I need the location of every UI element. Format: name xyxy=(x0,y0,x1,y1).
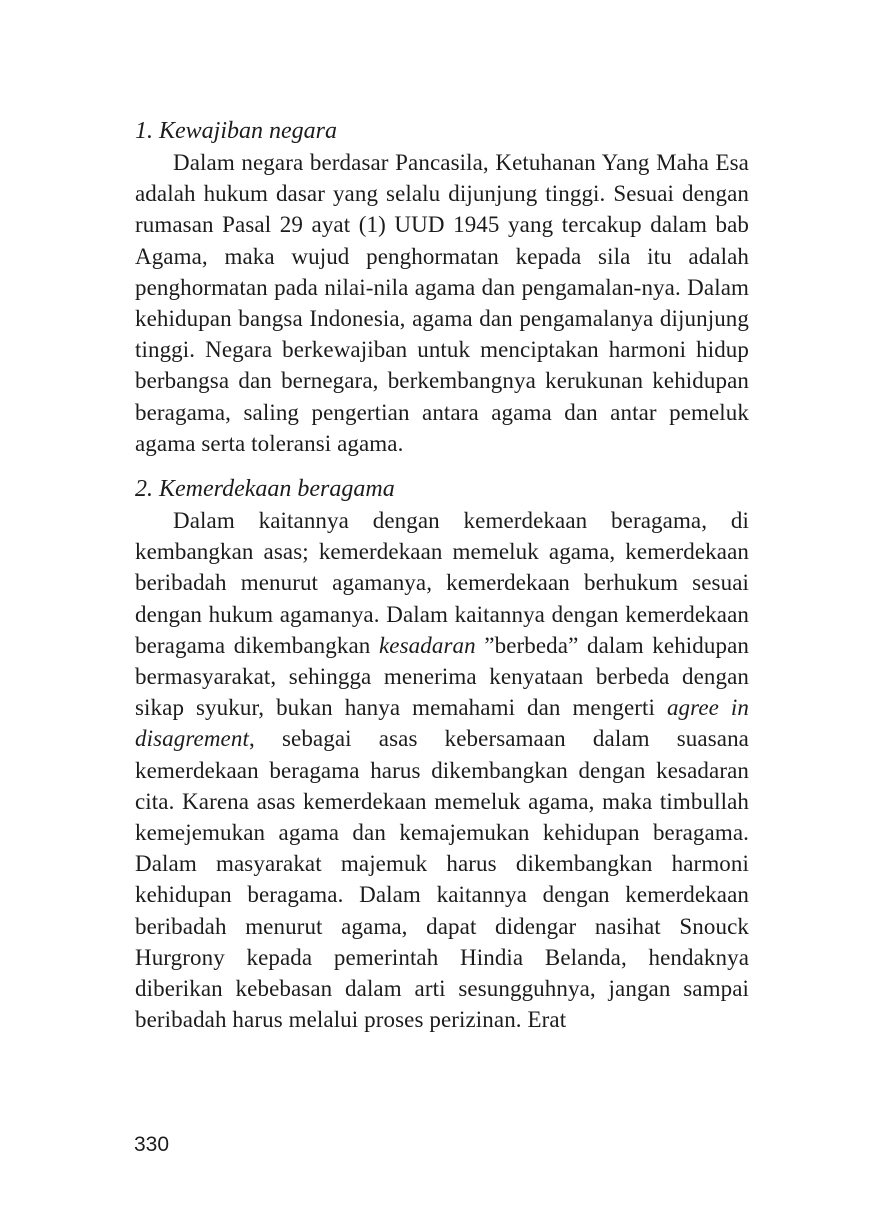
section-kewajiban-negara xyxy=(135,116,749,459)
paragraph-kewajiban-negara: Dalam negara berdasar Pancasila, Ketuhanan Yang Maha Esa adalah hukum dasar yang selalu dijunjung tinggi. Sesuai dengan rumasan Pasal 29 ayat (1) UUD 1945 yang tercakup dalam bab Agama, maka wujud penghormatan kepada sila itu adalah penghormatan pada nilai-nila agama dan pengamalan-nya. Dalam kehidupan bangsa Indonesia, agama dan pengamalanya dijunjung tinggi. Negara berkewajiban untuk menciptakan harmoni hidup berbangsa dan bernegara, berkembangnya kerukunan kehidupan beragama, saling pengertian antara agama dan antar pemeluk agama serta toleransi agama. xyxy=(135,150,749,456)
page-text-block xyxy=(135,116,749,1035)
section-heading-kemerdekaan-beragama: 2. Kemerdekaan beragama xyxy=(135,476,395,503)
paragraph-kemerdekaan-beragama: Dalam kaitannya dengan kemerdekaan beragama, di kembangkan asas; kemerdekaan memeluk agama, kemerdekaan beribadah menurut agamanya, kemerdekaan berhukum sesuai dengan hukum agamanya. Dalam kaitannya dengan kemerdekaan beragama dikembangkan kesadaran ”berbeda” dalam kehidupan bermasyarakat, sehingga menerima kenyataan berbeda dengan sikap syukur, bukan hanya memahami dan mengerti agree in disagrement, sebagai asas kebersamaan dalam suasana kemerdekaan beragama harus dikembangkan dengan kesadaran cita. Karena asas kemerdekaan memeluk agama, maka timbullah kemejemukan agama dan kemajemukan kehidupan beragama. Dalam masyarakat majemuk harus dikembangkan harmoni kehidupan beragama. Dalam kaitannya dengan kemerdekaan beribadah menurut agama, dapat didengar nasihat Snouck Hurgrony kepada pemerintah Hindia Belanda, hendaknya diberikan kebebasan dalam arti sesungguhnya, jangan sampai beribadah harus melalui proses perizinan. Erat xyxy=(135,508,749,1033)
section-kemerdekaan-beragama xyxy=(135,474,749,1035)
section-heading-kewajiban-negara: 1. Kewajiban negara xyxy=(135,118,337,144)
page-number: 330 xyxy=(134,1133,170,1156)
